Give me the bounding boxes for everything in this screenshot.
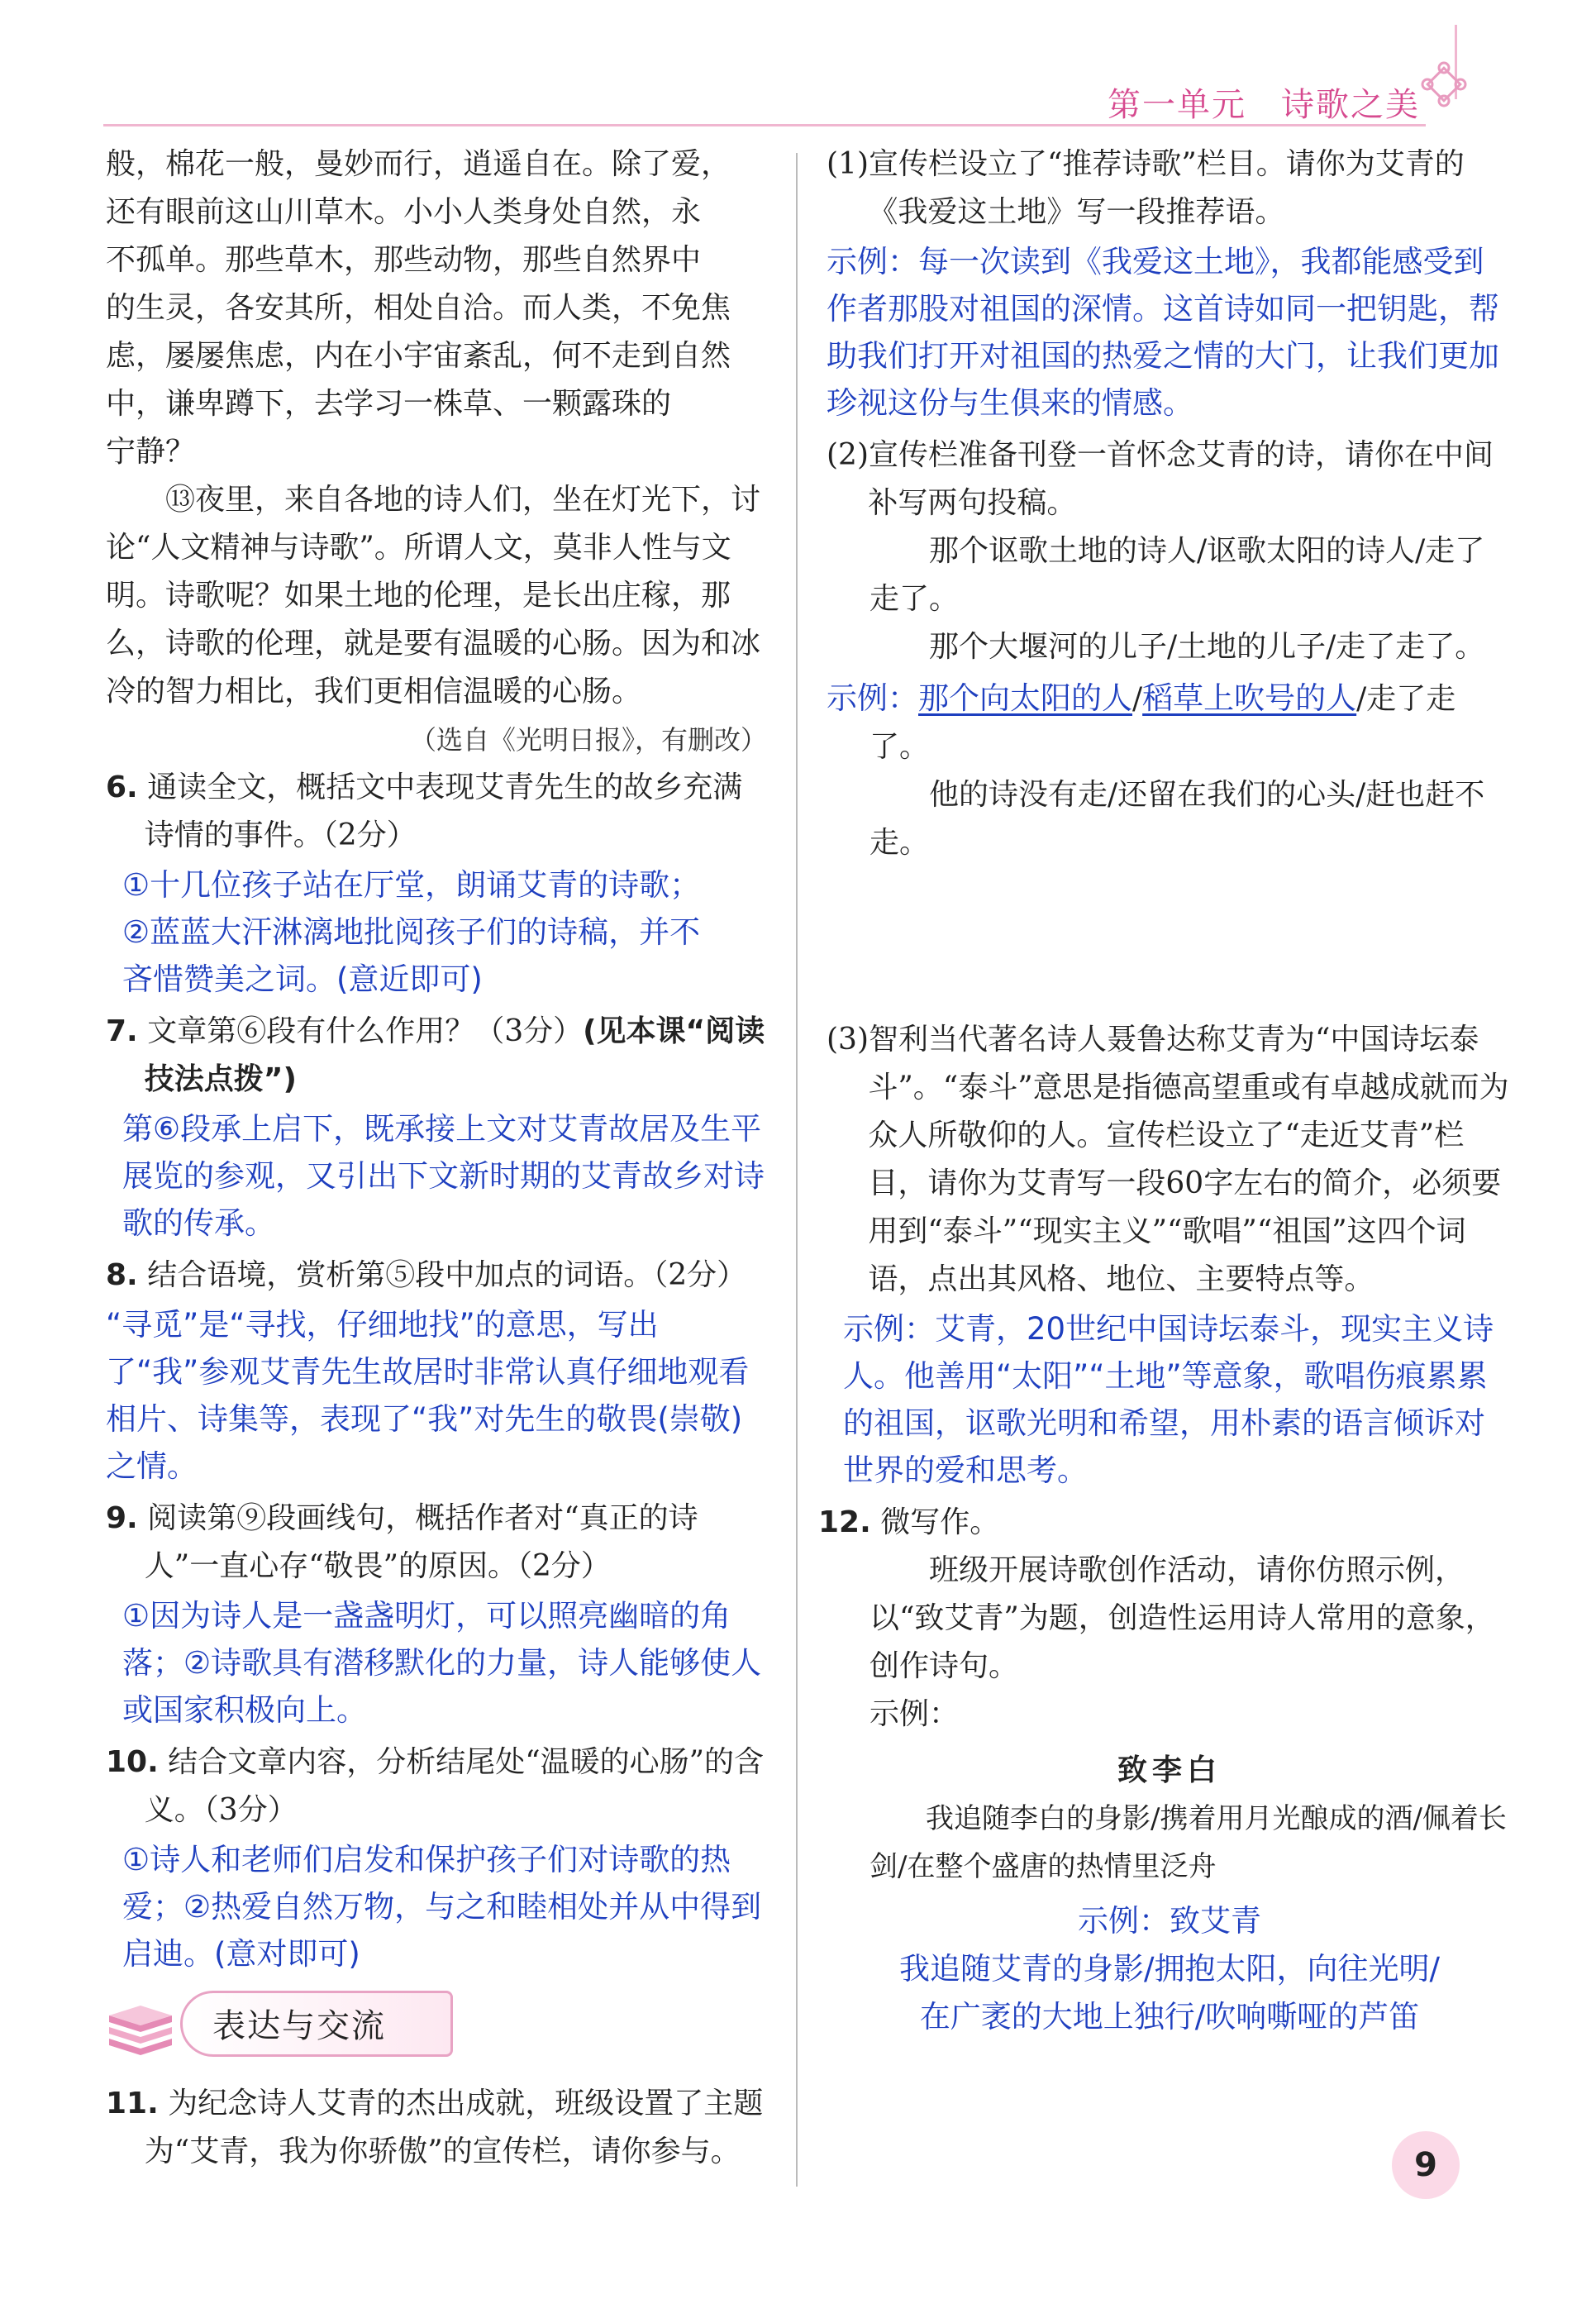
- answer-7: 第⑥段承上启下，既承接上文对艾青故居及生平展览的参观，又引出下文新时期的艾青故乡对诗歌的传承。: [122, 1111, 765, 1241]
- question-11-1: (1)宣传栏设立了“推荐诗歌”栏目。请你为艾青的《我爱这土地》写一段推荐语。: [827, 147, 1465, 229]
- section-banner: [106, 1986, 767, 2065]
- answer-blank-2: 稻草上吹号的人: [1142, 680, 1357, 716]
- para12-line: 虑，屡屡焦虑，内在小宇宙紊乱，何不走到自然: [106, 339, 731, 373]
- question-number: 12.: [818, 1505, 871, 1539]
- question-number: 8.: [106, 1258, 138, 1292]
- answer-12-line: 在广袤的大地上独行/吹响嘶哑的芦笛: [919, 1999, 1420, 2034]
- para12-line: 般，棉花一般，曼妙而行，逍遥自在。除了爱，: [106, 147, 731, 181]
- answer-prefix: 示例：: [827, 680, 918, 716]
- poem-stanza-1: 那个讴歌土地的诗人/讴歌太阳的诗人/走了走了。: [869, 534, 1485, 616]
- books-icon: [106, 1997, 175, 2055]
- para12-line: 中，谦卑蹲下，去学习一株草、一颗露珠的: [106, 387, 672, 421]
- question-text: 阅读第⑨段画线句，概括作者对“真正的诗人”一直心存“敬畏”的原因。（2分）: [144, 1501, 698, 1583]
- question-number: 7.: [106, 1014, 138, 1048]
- header-line: [103, 124, 1426, 126]
- question-12-body: 班级开展诗歌创作活动，请你仿照示例，以“致艾青”为题，创造性运用诗人常用的意象，创作诗句。: [869, 1553, 1495, 1683]
- answer-11-1: 示例：每一次读到《我爱这土地》，我都能感受到作者那股对祖国的深情。这首诗如同一把钥匙，帮助我们打开对祖国的热爱之情的大门，让我们更加珍视这份与生俱来的情感。: [827, 244, 1499, 421]
- answer-tail: /走了走了。: [869, 682, 1456, 764]
- answer-separator: /: [1132, 682, 1143, 716]
- question-text: 微写作。: [880, 1505, 1000, 1539]
- spacer: [827, 867, 1513, 1016]
- left-column: [106, 141, 767, 2176]
- answer-11-2: [827, 675, 1513, 771]
- question-9: [106, 1495, 767, 1591]
- question-number: 6.: [106, 770, 138, 804]
- question-10: [106, 1739, 767, 1834]
- answer-12-title: 示例：致艾青: [1078, 1903, 1261, 1939]
- question-number: 9.: [106, 1501, 138, 1535]
- para12-line: 还有眼前这山川草木。小小人类身处自然，永: [106, 195, 702, 229]
- question-number: 10.: [106, 1745, 159, 1779]
- question-text: 通读全文，概括文中表现艾青先生的故乡充满诗情的事件。（2分）: [144, 770, 743, 852]
- question-text: 结合文章内容，分析结尾处“温暖的心肠”的含义。（3分）: [144, 1745, 765, 1827]
- answer-12-line: 我追随艾青的身影/拥抱太阳，向往光明/: [899, 1951, 1440, 1987]
- example-poem-title: 致李白: [1117, 1753, 1222, 1787]
- question-11-2: (2)宣传栏准备刊登一首怀念艾青的诗，请你在中间补写两句投稿。: [827, 438, 1494, 520]
- para12-line: 宁静？: [106, 435, 196, 469]
- question-6: [106, 764, 767, 860]
- question-text: 文章第⑥段有什么作用？（3分）: [147, 1014, 584, 1048]
- question-8: [106, 1252, 767, 1300]
- example-label: 示例：: [869, 1697, 960, 1731]
- answer-6: [106, 861, 767, 1003]
- poem-stanza-2: 那个大堰河的儿子/土地的儿子/走了走了。: [929, 630, 1485, 664]
- answer-line: ②蓝蓝大汗淋漓地批阅孩子们的诗稿，并不: [122, 914, 701, 950]
- header-title: 第一单元 诗歌之美: [1108, 86, 1420, 124]
- example-poem: 我追随李白的身影/携着用月光酿成的酒/佩着长剑/在整个盛唐的热情里泛舟: [869, 1802, 1507, 1883]
- poem-stanza-3: 他的诗没有走/还留在我们的心头/赶也赶不走。: [869, 778, 1485, 860]
- paragraph-13: ⑬夜里，来自各地的诗人们，坐在灯光下，讨论“人文精神与诗歌”。所谓人文，莫非人性与文明。诗歌呢？如果土地的伦理，是长出庄稼，那么，诗歌的伦理，就是要有温暖的心肠。因为和冰冷的智力相比，我们更相信温暖的心肠。: [106, 483, 761, 708]
- answer-11-3: 示例：艾青，20世纪中国诗坛泰斗，现实主义诗人。他善用“太阳”“土地”等意象，歌唱伤痕累累的祖国，讴歌光明和希望，用朴素的语言倾诉对世界的爱和思考。: [843, 1311, 1494, 1488]
- question-note: (见本课“阅读技法点拨”): [144, 1014, 765, 1096]
- question-12: [818, 1499, 1513, 1547]
- section-title: 表达与交流: [180, 1991, 453, 2057]
- chinese-knot-icon: [1417, 58, 1470, 111]
- paragraph-12: [106, 141, 767, 476]
- question-11-3: (3)智利当代著名诗人聂鲁达称艾青为“中国诗坛泰斗”。“泰斗”意思是指德高望重或有卓越成就而为众人所敬仰的人。宣传栏设立了“走近艾青”栏目，请你为艾青写一段60字左右的简介，必须要用到“泰斗”“现实主义”“歌唱”“祖国”这四个词语，点出其风格、地位、主要特点等。: [827, 1023, 1509, 1296]
- answer-8: “寻觅”是“寻找，仔细地找”的意思，写出了“我”参观艾青先生故居时非常认真仔细地观看相片、诗集等，表现了“我”对先生的敬畏(崇敬)之情。: [106, 1307, 750, 1484]
- answer-line: ①十几位孩子站在厅堂，朗诵艾青的诗歌；: [122, 867, 701, 903]
- para12-line: 的生灵，各安其所，相处自洽。而人类，不免焦: [106, 291, 731, 325]
- question-7: [106, 1008, 767, 1104]
- column-divider: [796, 153, 798, 2187]
- answer-9: ①因为诗人是一盏盏明灯，可以照亮幽暗的角落；②诗歌具有潜移默化的力量，诗人能够使人或国家积极向上。: [122, 1598, 762, 1728]
- answer-line: 吝惜赞美之词。(意近即可): [122, 961, 483, 997]
- para12-line: 不孤单。那些草木，那些动物，那些自然界中: [106, 243, 702, 277]
- answer-10: ①诗人和老师们启发和保护孩子们对诗歌的热爱；②热爱自然万物，与之和睦相处并从中得到启迪。(意对即可): [122, 1842, 762, 1972]
- right-column: [818, 141, 1513, 2041]
- question-text: 为纪念诗人艾青的杰出成就，班级设置了主题为“艾青，我为你骄傲”的宣传栏，请你参与。: [144, 2087, 764, 2168]
- question-number: 11.: [106, 2087, 159, 2120]
- answer-blank-1: 那个向太阳的人: [918, 680, 1132, 716]
- question-11: [106, 2080, 767, 2176]
- source-citation: （选自《光明日报》，有删改）: [409, 724, 767, 756]
- question-text: 结合语境，赏析第⑤段中加点的词语。（2分）: [147, 1258, 747, 1292]
- page-number: 9: [1392, 2131, 1460, 2199]
